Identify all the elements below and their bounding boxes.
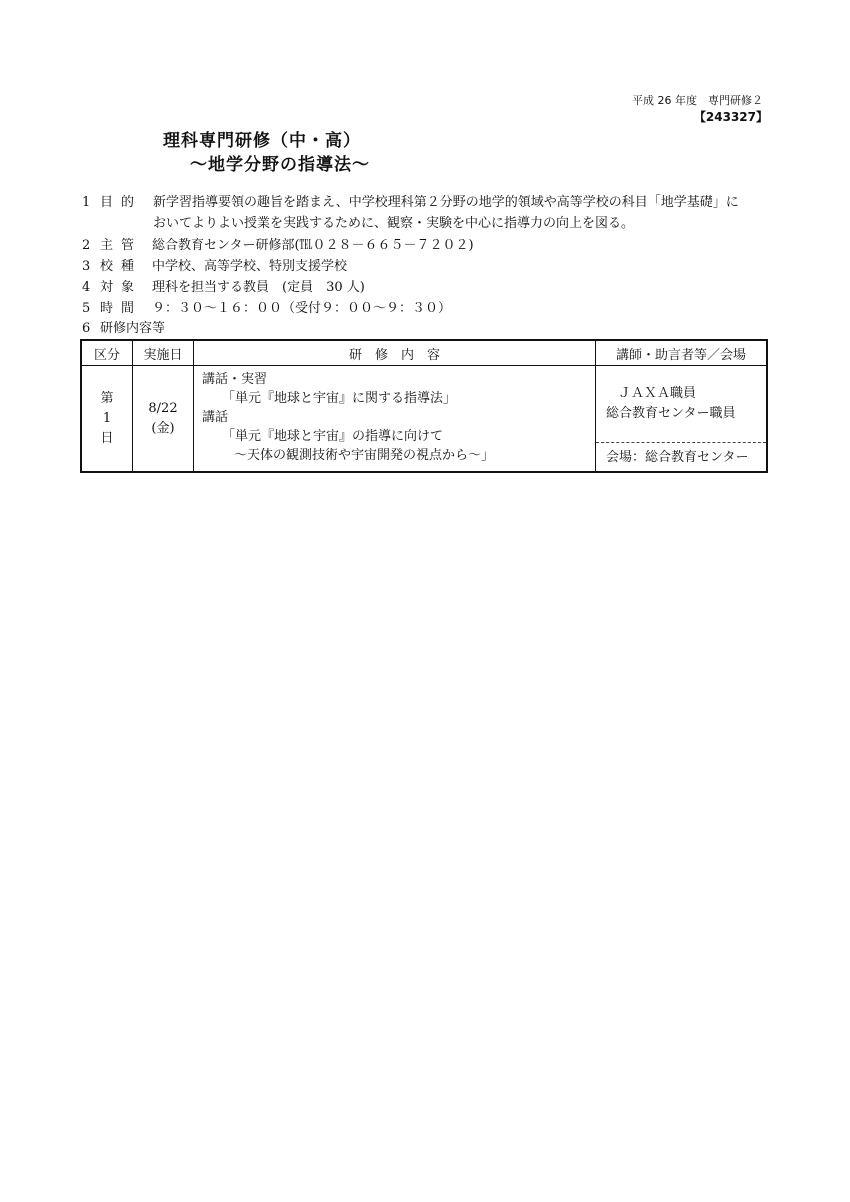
- header-lecturer: 講師・助言者等／会場: [596, 340, 768, 366]
- item-number: 6: [82, 321, 91, 336]
- content-cell: [194, 366, 596, 473]
- item-label: 時間: [100, 301, 143, 316]
- item-purpose: [82, 194, 152, 212]
- lecturer-item: ＪＡＸＡ職員: [618, 386, 697, 401]
- day-char-1: 第: [100, 390, 114, 406]
- header-kubun: 区分: [81, 340, 133, 366]
- item-number: 1: [82, 195, 91, 210]
- lecturer-cell: [596, 366, 768, 473]
- year-label: 平成 26 年度 専門研修２: [632, 94, 763, 107]
- content-line: 講話・実習: [202, 372, 268, 387]
- item-target: [82, 279, 365, 297]
- weekday-value: (金): [151, 420, 175, 436]
- page-title: 理科専門研修（中・高）: [163, 131, 361, 151]
- date-value: 8/22: [148, 400, 178, 416]
- item-label: 主管: [100, 238, 143, 253]
- course-code: 【243327】: [693, 110, 768, 124]
- purpose-line-1: 新学習指導要領の趣旨を踏まえ、中学校理科第２分野の地学的領域や高等学校の科目「地学基礎」に: [153, 195, 739, 210]
- header-date: 実施日: [133, 340, 194, 366]
- item-content: [82, 320, 165, 338]
- table-row: [81, 366, 767, 473]
- content-line: 講話: [202, 410, 229, 425]
- schedule-table: [80, 339, 768, 473]
- item-organizer: [82, 237, 474, 255]
- day-cell: [81, 366, 133, 473]
- item-number: 4: [82, 280, 91, 295]
- venue: 会場：総合教育センター: [596, 442, 766, 471]
- day-char-2: 日: [100, 430, 114, 446]
- header-content: 研 修 内 容: [194, 340, 596, 366]
- item-label: 研修内容等: [100, 321, 166, 336]
- school-type-value: 中学校、高等学校、特別支援学校: [152, 259, 348, 274]
- item-number: 2: [82, 238, 91, 253]
- lecturer-item: 総合教育センター職員: [606, 406, 736, 421]
- day-number: 1: [102, 410, 112, 426]
- lecturer-list: [596, 366, 766, 442]
- item-number: 5: [82, 301, 91, 316]
- item-school-type: [82, 258, 347, 276]
- table-header-row: [81, 340, 767, 366]
- item-label: 目的: [100, 195, 143, 210]
- content-line: 〜天体の観測技術や宇宙開発の視点から〜」: [234, 448, 495, 463]
- item-time: [82, 300, 451, 318]
- page-subtitle: 〜地学分野の指導法〜: [190, 155, 370, 175]
- target-value: 理科を担当する教員 (定員 30 人): [152, 280, 365, 295]
- content-line: 「単元『地球と宇宙』に関する指導法」: [222, 391, 457, 406]
- item-number: 3: [82, 259, 91, 274]
- item-label: 校種: [100, 259, 143, 274]
- organizer-value: 総合教育センター研修部(℡０２８－６６５－７２０２): [152, 238, 474, 253]
- item-label: 対象: [100, 280, 143, 295]
- time-value: ９：３０〜１６：００（受付９：００〜９：３０）: [152, 301, 452, 316]
- content-line: 「単元『地球と宇宙』の指導に向けて: [222, 429, 444, 444]
- date-cell: [133, 366, 194, 473]
- purpose-line-2: おいてよりよい授業を実践するために、観察・実験を中心に指導力の向上を図る。: [153, 216, 635, 231]
